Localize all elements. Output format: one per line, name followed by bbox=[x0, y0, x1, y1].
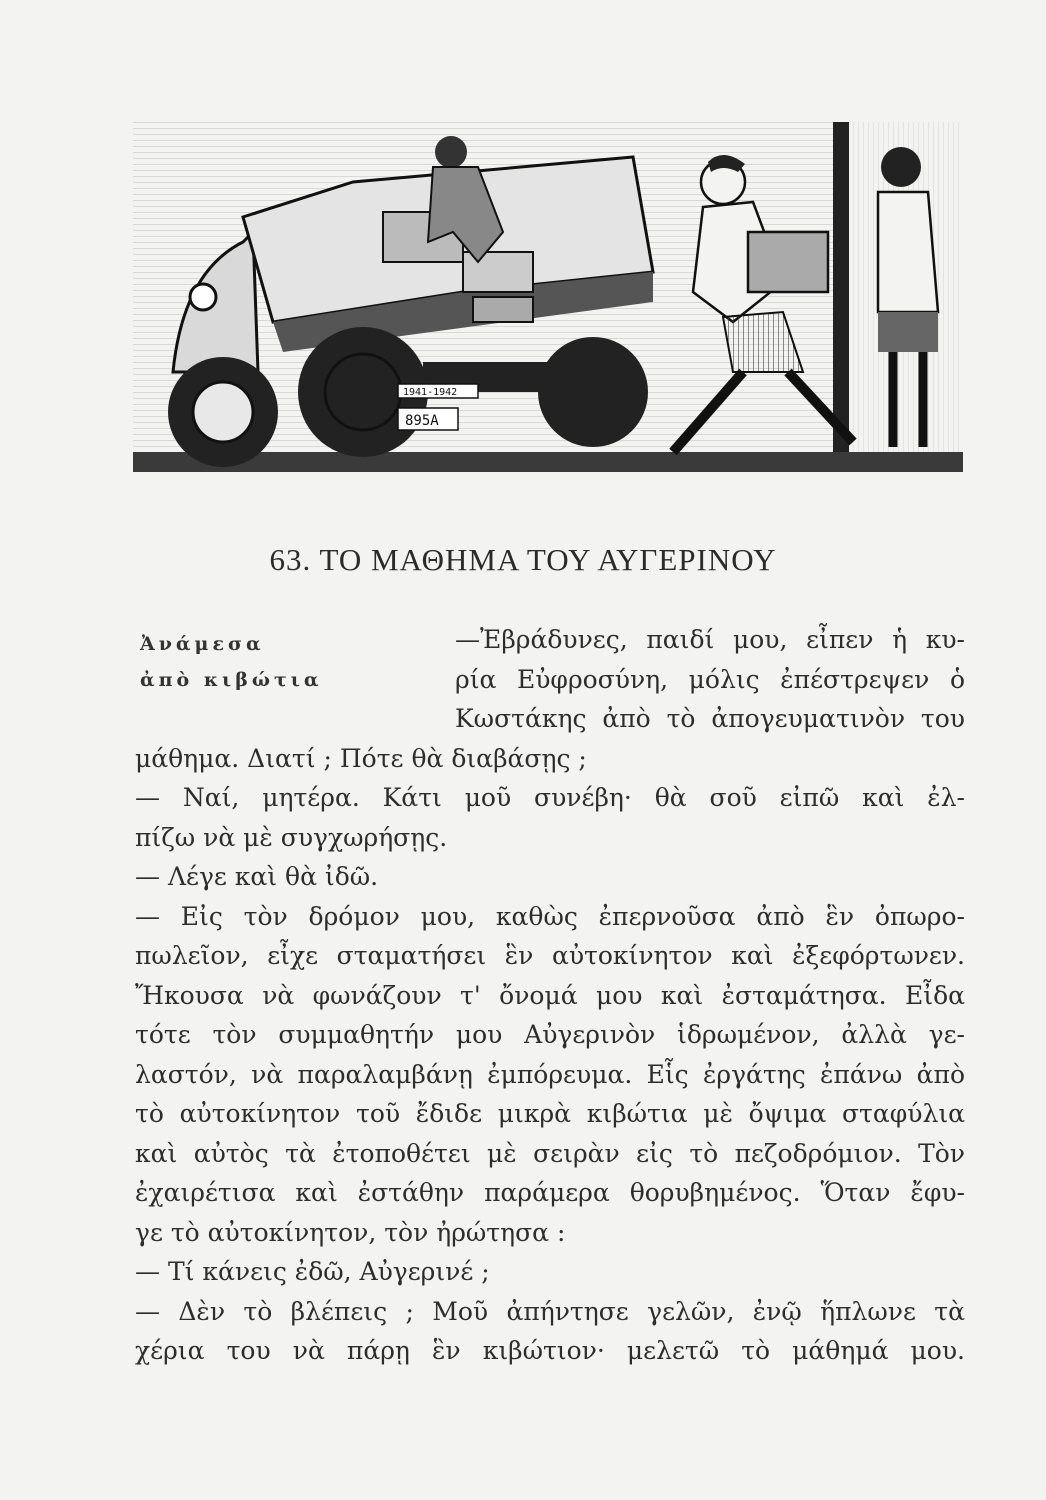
text-line: —Ἐβράδυνες, παιδί μου, εἶπεν ἡ κυ- bbox=[455, 625, 965, 654]
illustration-truck-unloading bbox=[133, 122, 963, 472]
text-line: — Τί κάνεις ἐδῶ, Αὐγερινέ ; bbox=[135, 1257, 490, 1286]
text-line: ρία Εὐφροσύνη, μόλις ἐπέστρεψεν ὁ bbox=[455, 664, 965, 694]
margin-note-line: ἀπὸ κιβώτια bbox=[140, 669, 323, 691]
text-line: χέρια του νὰ πάρῃ ἓν κιβώτιον· μελετῶ τὸ μάθημά μου. bbox=[135, 1336, 965, 1365]
text-line: — Ναί, μητέρα. Κάτι μοῦ συνέβη· θὰ σοῦ εἰπῶ καὶ ἐλ- bbox=[135, 783, 965, 812]
text-line: Ἤκουσα νὰ φωνάζουν τ' ὄνομά μου καὶ ἐσταμάτησα. Εἶδα bbox=[135, 980, 965, 1010]
text-line: πίζω νὰ μὲ συγχωρήσῃς. bbox=[135, 822, 448, 852]
plate-bottom: 895A bbox=[405, 413, 439, 429]
chapter-title: 63. ΤΟ ΜΑΘΗΜΑ ΤΟΥ ΑΥΓΕΡΙΝΟΥ bbox=[269, 542, 777, 577]
body-text bbox=[135, 620, 965, 1371]
text-line: τὸ αὐτοκίνητον τοῦ ἔδιδε μικρὰ κιβώτια μὲ ὄψιμα σταφύλια bbox=[135, 1099, 965, 1128]
text-line: μάθημα. Διατί ; Πότε θὰ διαβάσῃς ; bbox=[135, 743, 587, 773]
text-line: καὶ αὐτὸς τὰ ἐτοποθέτει μὲ σειρὰν εἰς τὸ πεζοδρόμιον. Τὸν bbox=[135, 1138, 965, 1168]
plate-top: 1941-1942 bbox=[403, 387, 458, 398]
text-line: πωλεῖον, εἶχε σταματήσει ἓν αὐτοκίνητον καὶ ἐξεφόρτωνεν. bbox=[135, 941, 965, 970]
text-line: — Εἰς τὸν δρόμον μου, καθὼς ἐπερνοῦσα ἀπὸ ἓν ὀπωρο- bbox=[135, 901, 965, 931]
text-line: τότε τὸν συμμαθητήν μου Αὐγερινὸν ἱδρωμένον, ἀλλὰ γε- bbox=[135, 1020, 965, 1049]
text-line: λαστόν, νὰ παραλαμβάνῃ ἐμπόρευμα. Εἷς ἐργάτης ἐπάνω ἀπὸ bbox=[135, 1059, 965, 1089]
text-line: ἐχαιρέτισα καὶ ἐστάθην παράμερα θορυβημένος. Ὅταν ἔφυ- bbox=[135, 1178, 965, 1207]
margin-note-line: Ἀνάμεσα bbox=[140, 633, 265, 655]
text-line: — Δὲν τὸ βλέπεις ; Μοῦ ἀπήντησε γελῶν, ἐνῷ ἥπλωνε τὰ bbox=[135, 1296, 965, 1326]
text-line: Κωστάκης ἀπὸ τὸ ἀπογευματινὸν του bbox=[455, 704, 965, 733]
text-line: γε τὸ αὐτοκίνητον, τὸν ἠρώτησα : bbox=[135, 1217, 566, 1247]
text-line: — Λέγε καὶ θὰ ἰδῶ. bbox=[135, 862, 379, 891]
